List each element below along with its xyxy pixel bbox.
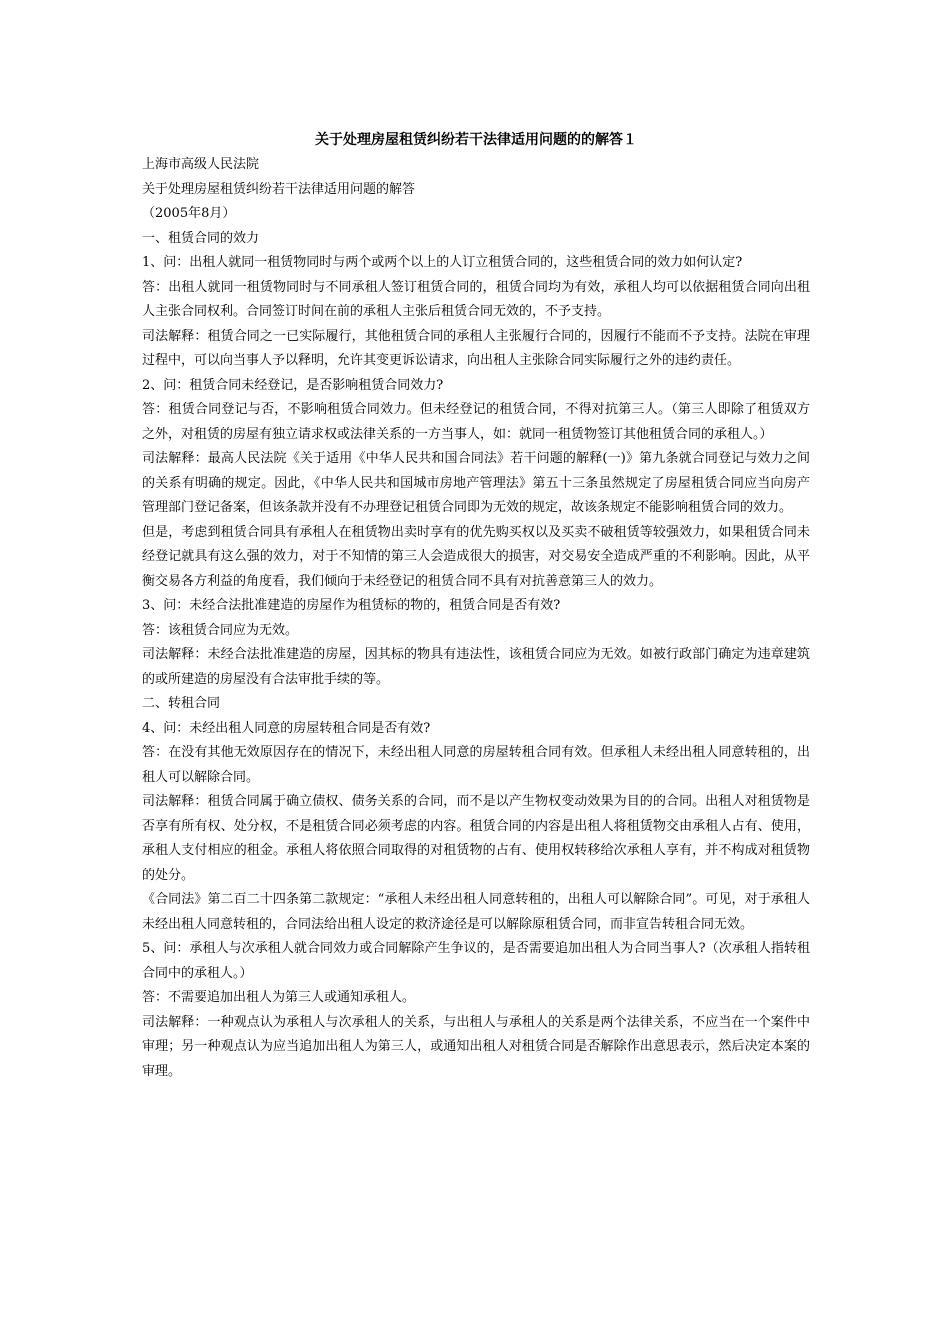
answer-2: 答：租赁合同登记与否，不影响租赁合同效力。但未经登记的租赁合同，不得对抗第三人。（第三人即除了租赁双方之外，对租赁的房屋有独立请求权或法律关系的一方当事人，如：就同一租赁物签订其他租赁合同的承租人。）	[142, 402, 810, 442]
explanation-1: 司法解释：租赁合同之一已实际履行，其他租赁合同的承租人主张履行合同的，因履行不能而不予支持。法院在审理过程中，可以向当事人予以释明，允许其变更诉讼请求，向出租人主张除合同实际履行之外的违约责任。	[142, 328, 810, 368]
answer-4: 答：在没有其他无效原因存在的情况下，未经出租人同意的房屋转租合同有效。但承租人未经出租人同意转租的，出租人可以解除合同。	[142, 745, 810, 785]
answer-3: 答：该租赁合同应为无效。	[142, 622, 299, 638]
document-title: 关于处理房屋租赁纠纷若干法律适用问题的的解答１	[315, 132, 637, 148]
question-1: 1、问：出租人就同一租赁物同时与两个或两个以上的人订立租赁合同的，这些租赁合同的效力如何认定?	[142, 255, 743, 270]
explanation-4-continued: 《合同法》第二百二十四条第二款规定：“承租人未经出租人同意转租的，出租人可以解除合同”。可见，对于承租人未经出租人同意转租的，合同法给出租人设定的救济途径是可以解除原租赁合同，而非宣告转租合同无效。	[142, 892, 810, 932]
section-heading-2: 二、转租合同	[142, 696, 221, 711]
section-heading-1: 一、租赁合同的效力	[142, 230, 260, 246]
explanation-3: 司法解释：未经合法批准建造的房屋，因其标的物具有违法性，该租赁合同应为无效。如被行政部门确定为违章建筑的或所建造的房屋没有合法审批手续的等。	[142, 647, 810, 687]
question-2: 2、问：租赁合同未经登记，是否影响租赁合同效力?	[142, 377, 444, 393]
explanation-4: 司法解释：租赁合同属于确立债权、债务关系的合同，而不是以产生物权变动效果为目的的合同。出租人对租赁物是否享有所有权、处分权，不是租赁合同必须考虑的内容。租赁合同的内容是出租人将租赁物交由承租人占有、使用，承租人支付相应的租金。承租人将依照合同取得的对租赁物的占有、使用权转移给次承租人享有，并不构成对租赁物的处分。	[142, 794, 810, 883]
document-date: （2005年8月）	[142, 206, 236, 221]
question-3: 3、问：未经合法批准建造的房屋作为租赁标的物的，租赁合同是否有效?	[142, 598, 561, 613]
question-4: 4、问：未经出租人同意的房屋转租合同是否有效?	[142, 720, 431, 736]
explanation-2: 司法解释：最高人民法院《关于适用《中华人民共和国合同法》若干问题的解释(一)》第九条就合同登记与效力之间的关系有明确的规定。因此，《中华人民共和国城市房地产管理法》第五十三条虽然规定了房屋租赁合同应当向房产管理部门登记备案，但该条款并没有不办理登记租赁合同即为无效的规定，故该条规定不能影响租赁合同的效力。	[142, 451, 810, 515]
explanation-2-continued: 但是，考虑到租赁合同具有承租人在租赁物出卖时享有的优先购买权以及买卖不破租赁等较强效力，如果租赁合同未经登记就具有这么强的效力，对于不知情的第三人会造成很大的损害，对交易安全造成严重的不利影响。因此，从平衡交易各方利益的角度看，我们倾向于未经登记的租赁合同不具有对抗善意第三人的效力。	[142, 524, 810, 589]
question-5: 5、问：承租人与次承租人就合同效力或合同解除产生争议的，是否需要追加出租人为合同当事人?（次承租人指转租合同中的承租人。）	[142, 941, 810, 981]
explanation-5: 司法解释：一种观点认为承租人与次承租人的关系，与出租人与承租人的关系是两个法律关系，不应当在一个案件中审理；另一种观点认为应当追加出租人为第三人，或通知出租人对租赁合同是否解除作出意思表示，然后决定本案的审理。	[142, 1014, 810, 1079]
answer-1: 答：出租人就同一租赁物同时与不同承租人签订租赁合同的，租赁合同均为有效，承租人均可以依据租赁合同向出租人主张合同权利。合同签订时间在前的承租人主张后租赁合同无效的，不予支持。	[142, 279, 810, 319]
answer-5: 答：不需要追加出租人为第三人或通知承租人。	[142, 990, 416, 1005]
court-name: 上海市高级人民法院	[142, 157, 260, 172]
document-page	[142, 128, 810, 1084]
document-body	[142, 153, 810, 1084]
document-subtitle: 关于处理房屋租赁纠纷若干法律适用问题的解答	[142, 181, 416, 197]
